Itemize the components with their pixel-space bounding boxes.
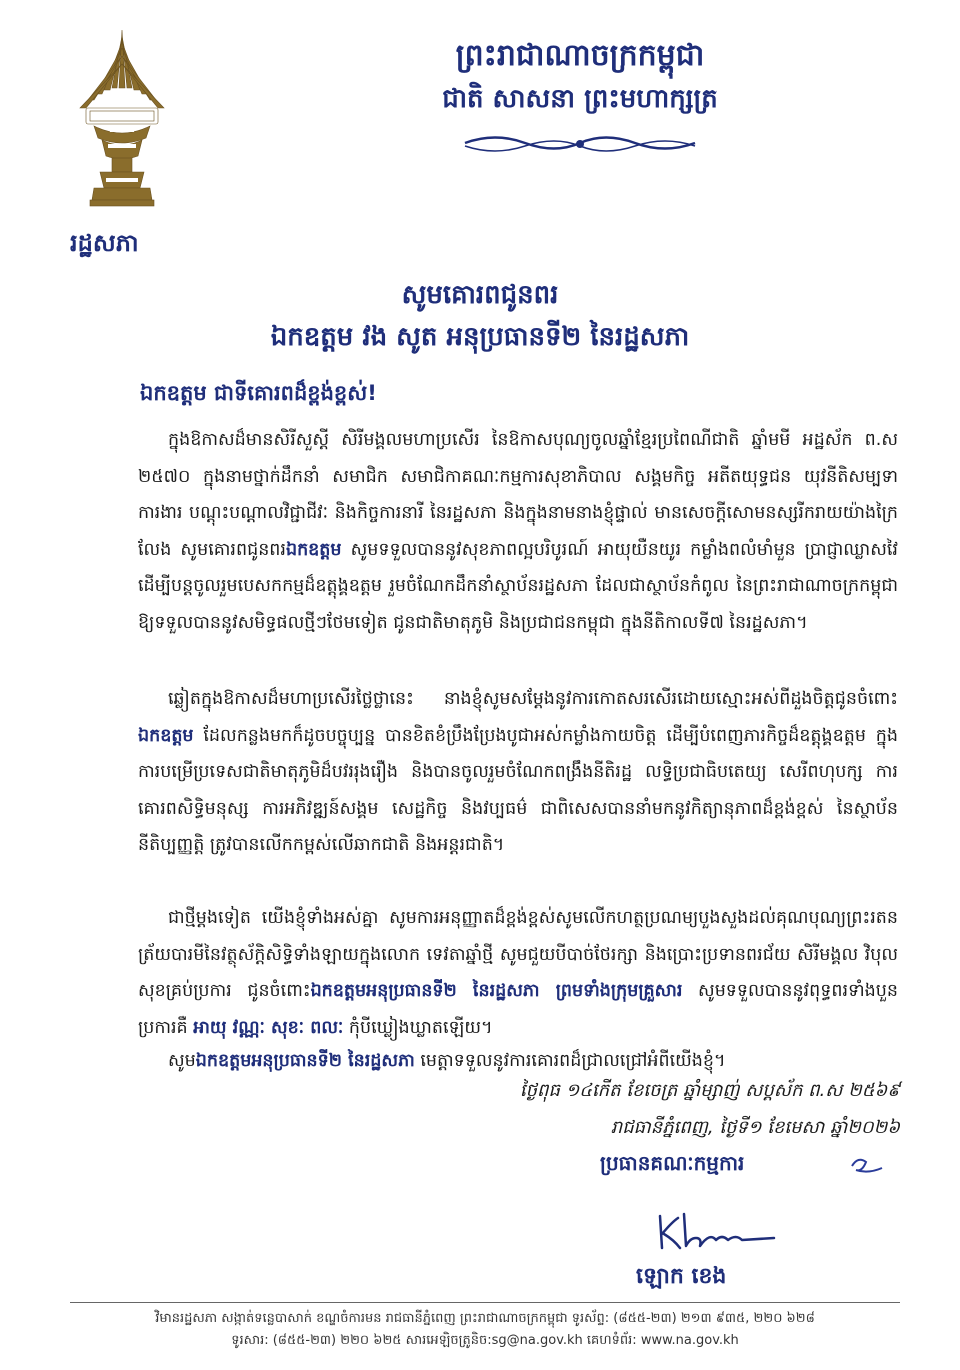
paragraph-1-bold: ឯកឧត្តម [285,539,342,560]
signer-name: ឡោក ខេង [636,1264,727,1289]
letter-recipient: ឯកឧត្តម វង សូត អនុប្រធានទី២ នៃរដ្ឋសភា [270,322,690,352]
initial-mark-icon [848,1152,888,1178]
paragraph-4-pre: សូម [168,1051,196,1071]
paragraph-4-rest: មេត្តាទទួលនូវការគោរពដ៏ជ្រាលជ្រៅអំពីយើងខ្ញុំ។ [420,1051,726,1071]
footer-divider [70,1302,900,1303]
kingdom-heading: ព្រះរាជាណាចក្រកម្ពុជា [455,38,705,73]
national-assembly-emblem [72,28,172,213]
paragraph-2-bold: ឯកឧត្តម [138,725,194,746]
footer-address: វិមានរដ្ឋសភា សង្កាត់ទន្លេបាសាក់ ខណ្ឌចំការមន រាជធានីភ្នំពេញ ព្រះរាជាណាចក្រកម្ពុជា ទូរស័ព្ទ: (៨៥៥-២៣) ២១៣ ៩៣៥, ២២០ ៦២៨ [155,1311,815,1326]
paragraph-3-mid: សូមទទួលបាននូវពុទ្ធពរទាំងបួនប្រការគឺ [138,981,898,1038]
paragraph-3-bold-2: អាយុ វណ្ណៈ សុខៈ ពលៈ [193,1017,344,1038]
lunar-date: ថ្ងៃពុធ ១៤កើត ខែចេត្រ ឆ្នាំម្សាញ់ សប្តស័ក ព.ស ២៥៦៩ [519,1080,900,1101]
paragraph-4-bold: ឯកឧត្តមអនុប្រធានទី២ នៃរដ្ឋសភា [195,1051,415,1071]
paragraph-3-rest: កុំបីឃ្លៀងឃ្លាតឡើយ។ [348,1017,493,1038]
footer-contact: ទូរសារ: (៨៥៥-២៣) ២២០ ៦២៥ សារអេឡិចត្រូនិច:sg@na.gov.kh គេហទំព័រ: www.na.gov.kh [231,1333,739,1348]
national-motto: ជាតិ សាសនា ព្រះមហាក្សត្រ [442,84,718,114]
paragraph-2 [138,681,898,864]
organization-label: រដ្ឋសភា [70,229,139,257]
paragraph-3-text: ជាថ្មីម្តងទៀត យើងខ្ញុំទាំងអស់គ្នា សូមការអនុញ្ញាតដ៏ខ្ពង់ខ្ពស់សូមលើកហត្ថប្រណម្យបួងសួងដល់គុណបុណ្យព្រះរតនត្រ័យបារមីនៃវត្ថុស័ក្តិសិទ្ធិទាំងឡាយក្នុងលោក ទេវតាឆ្នាំថ្មី សូមជួយបីបាច់ថែរក្សា និងប្រោះប្រទានពរជ័យ សិរីមង្គល វិបុលសុខគ្រប់ប្រការ ជូនចំពោះ [138,908,898,1001]
handwritten-signature [650,1208,780,1258]
paragraph-1-rest: សូមទទួលបាននូវសុខភាពល្អបរិបូរណ៍ អាយុយឺនយូរ កម្លាំងពលំមាំមួន ប្រាជ្ញាឈ្លាសវៃ ដើម្បីបន្តចូលរួមបេសកកម្មដ៏ឧត្តុង្គឧត្តម រួមចំណែកដឹកនាំស្ថាប័នរដ្ឋសភា ដែលជាស្ថាប័នកំពូល នៃព្រះរាជាណាចក្រកម្ពុជា ឱ្យទទួលបាននូវសមិទ្ធផលថ្មីៗថែមទៀត ជូនជាតិមាតុភូមិ និងប្រជាជនកម្ពុជា ក្នុងនីតិកាលទី៧ នៃរដ្ឋសភា។ [138,539,898,633]
paragraph-4 [138,1043,898,1080]
letter-title: សូមគោរពជូនពរ [401,280,559,310]
paragraph-1-text: ក្នុងឱកាសដ៏មានសិរីសួស្តី សិរីមង្គលមហាប្រសើរ នៃឱកាសបុណ្យចូលឆ្នាំខ្មែរប្រពៃណីជាតិ ឆ្នាំមមី អដ្ឋស័ក ព.ស ២៥៧០ ក្នុងនាមថ្នាក់ដឹកនាំ សមាជិក សមាជិកាគណៈកម្មការសុខាភិបាល សង្គមកិច្ច អតីតយុទ្ធជន យុវនីតិសម្បទា ការងារ បណ្តុះបណ្តាលវិជ្ជាជីវៈ និងកិច្ចការនារី នៃរដ្ឋសភា និងក្នុងនាមនាងខ្ញុំផ្ទាល់ មានសេចក្តីសោមនស្សរីករាយយ៉ាងក្រៃលែង សូមគោរពជូនពរ [138,430,898,560]
paragraph-2-rest: ដែលកន្លងមកក៏ដូចបច្ចុប្បន្ន បានខិតខំប្រឹងប្រែងបូជាអស់កម្លាំងកាយចិត្ត ដើម្បីបំពេញភារកិច្ចដ៏ឧត្តុង្គឧត្តម ក្នុងការបម្រើប្រទេសជាតិមាតុភូមិដ៏បវររុងរឿង និងបានចូលរួមចំណែកពង្រឹងនីតិរដ្ឋ លទ្ធិប្រជាធិបតេយ្យ សេរីពហុបក្ស ការគោរពសិទ្ធិមនុស្ស ការអភិវឌ្ឍន៍សង្គម សេដ្ឋកិច្ច និងវប្បធម៌ ជាពិសេសបាននាំមកនូវកិត្យានុភាពដ៏ខ្ពង់ខ្ពស់ នៃស្ថាប័ននីតិប្បញ្ញត្តិ ត្រូវបានលើកកម្ពស់លើឆាកជាតិ និងអន្តរជាតិ។ [138,725,898,855]
paragraph-3 [138,900,898,1046]
paragraph-2-text: ឆ្លៀតក្នុងឱកាសដ៏មហាប្រសើរថ្លៃថ្លានេះ នាងខ្ញុំសូមសម្តែងនូវការកោតសរសើរដោយស្មោះអស់ពីដួងចិត្តជូនចំពោះ [168,689,898,709]
paragraph-1 [138,422,898,641]
civil-date: រាជធានីភ្នំពេញ, ថ្ងៃទី១ ខែមេសា ឆ្នាំ២០២៦ [610,1117,900,1138]
decorative-divider-icon [455,128,705,158]
signer-title: ប្រធានគណៈកម្មការ [600,1151,745,1175]
paragraph-3-bold: ឯកឧត្តមអនុប្រធានទី២ នៃរដ្ឋសភា ព្រមទាំងក្រុមគ្រួសារ [310,981,683,1001]
salutation: ឯកឧត្តម ជាទីគោរពដ៏ខ្ពង់ខ្ពស់! [140,381,377,405]
